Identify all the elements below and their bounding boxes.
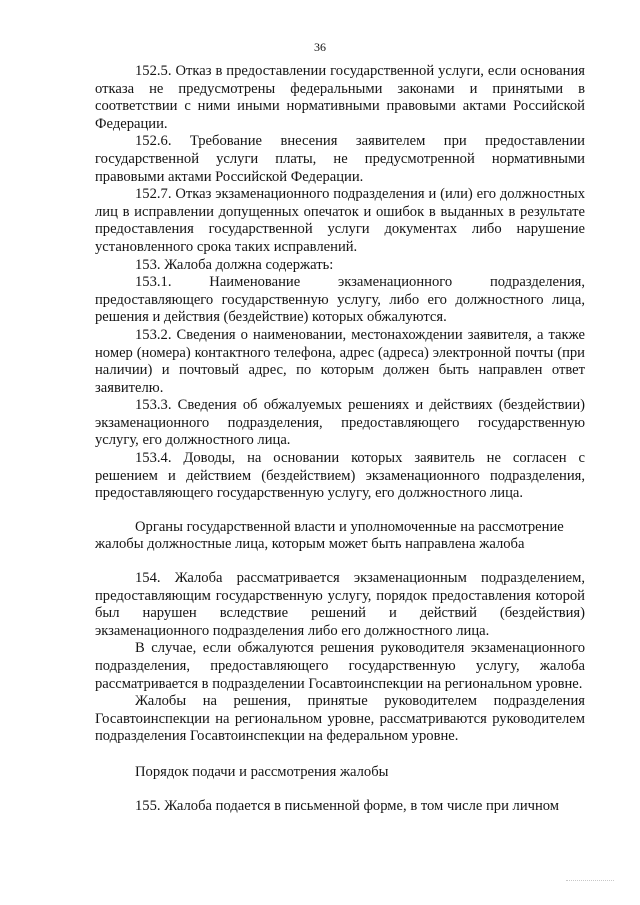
scan-artifact (566, 880, 614, 883)
paragraph-152-7: 152.7. Отказ экзаменационного подразделения и (или) его должностных лиц в исправлении допущенных опечаток и ошибок в выданных в результате предоставления государственной услуги документах либо нарушение установленного срока таких исправлений. (95, 186, 585, 255)
paragraph-153: 153. Жалоба должна содержать: (135, 256, 334, 273)
paragraph-153-2: 153.2. Сведения о наименовании, местонахождении заявителя, а также номер (номера) контактного телефона, адрес (адреса) электронной почты (при наличии) и почтовый адрес, по которым должен быть направлен ответ заявителю. (95, 326, 585, 396)
paragraph-153-4: 153.4. Доводы, на основании которых заявитель не согласен с решением и действием (бездействием) экзаменационного подразделения, предоставляющего государственную услугу, его должностного лица. (95, 450, 585, 502)
paragraph-154: 154. Жалоба рассматривается экзаменационным подразделением, предоставляющим государственную услугу, порядок предоставления которой был нарушен вследствие решений и действий (бездействия) экзаменационного подразделения либо его должностного лица. (95, 570, 585, 639)
paragraph-153-1: 153.1. Наименование экзаменационного подразделения, предоставляющего государственную услугу, либо его должностного лица, решения и действия (бездействие) которых обжалуются. (95, 274, 585, 326)
section-heading-complaint-procedure: Порядок подачи и рассмотрения жалобы (135, 763, 389, 780)
paragraph-153-3: 153.3. Сведения об обжалуемых решениях и действиях (бездействии) экзаменационного подразделения, предоставляющего государственную услугу, его должностного лица. (95, 397, 585, 449)
paragraph-155: 155. Жалоба подается в письменной форме, в том числе при личном (135, 797, 560, 814)
paragraph-152-6: 152.6. Требование внесения заявителем при предоставлении государственной услуги платы, не предусмотренной нормативными правовыми актами Российской Федерации. (95, 133, 585, 185)
paragraph-154-regional: В случае, если обжалуются решения руководителя экзаменационного подразделения, предоставляющего государственную услугу, жалоба рассматривается в подразделении Госавтоинспекции на региональном уровне. (95, 640, 585, 692)
document-body (95, 63, 585, 815)
paragraph-154-federal: Жалобы на решения, принятые руководителем подразделения Госавтоинспекции на региональном уровне, рассматриваются руководителем подразделения Госавтоинспекции на федеральном уровне. (95, 693, 585, 745)
paragraph-152-5: 152.5. Отказ в предоставлении государственной услуги, если основания отказа не предусмотрены федеральными законами и принятыми в соответствии с ними иными нормативными правовыми актами Российской Федерации. (95, 63, 585, 132)
page-number: 36 (314, 40, 326, 54)
section-heading-review-bodies: Органы государственной власти и уполномоченные на рассмотрение жалобы должностные лица, которым может быть направлена жалоба (95, 518, 564, 553)
